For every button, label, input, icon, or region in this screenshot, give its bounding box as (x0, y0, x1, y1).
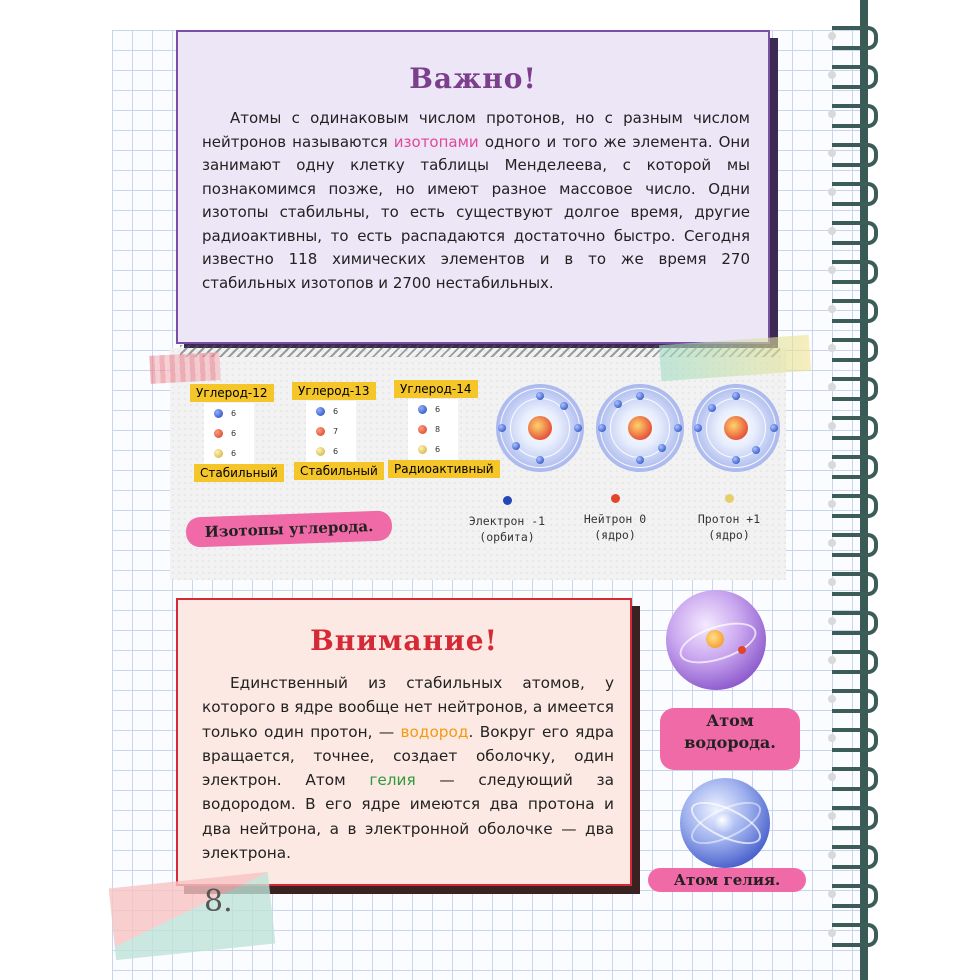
carbon-12-atom-icon (496, 384, 584, 472)
proton-icon (316, 447, 325, 456)
isotope-name-label: Углерод-13 (292, 382, 376, 400)
electron-icon (738, 646, 746, 654)
neutron-icon (611, 494, 620, 503)
isotopes-caption: Изотопы углерода. (186, 510, 393, 547)
isotope-composition (408, 399, 458, 463)
proton-count: 6 (316, 447, 338, 456)
carbon-13-atom-icon (596, 384, 684, 472)
electron-icon (316, 407, 325, 416)
electron-icon (536, 392, 544, 400)
spiral-ring (832, 182, 878, 206)
important-text (202, 107, 750, 295)
spiral-ring (832, 416, 878, 440)
electron-icon (598, 424, 606, 432)
neutron-icon (316, 427, 325, 436)
important-text-part-2: одного и того же элемента. Они занимают одну клетку таблицы Менделеева, с которой мы познакомимся позже, но имеют разное массовое число. Одни изотопы стабильны, то есть существуют долгое время, другие радиоактивны, то есть распадаются достаточно быстро. Сегодня известно 118 химических элементов и в то же время 270 стабильных изотопов и 2700 нестабильных. (202, 132, 750, 292)
electron-icon (503, 496, 512, 505)
spiral-ring (832, 845, 878, 869)
decorative-tape (149, 352, 220, 384)
electron-icon (708, 404, 716, 412)
attention-box (176, 598, 632, 886)
spiral-ring (832, 221, 878, 245)
spiral-ring (832, 338, 878, 362)
spiral-ring (832, 923, 878, 947)
nucleus-icon (714, 812, 734, 832)
spiral-ring (832, 611, 878, 635)
electron-icon (694, 424, 702, 432)
spiral-ring (832, 767, 878, 791)
neutron-icon (418, 425, 427, 434)
spiral-ring (832, 650, 878, 674)
spiral-ring (832, 728, 878, 752)
electron-icon (512, 442, 520, 450)
electron-icon (674, 424, 682, 432)
nucleus-icon (528, 416, 552, 440)
attention-text-part-3: — следующий за водородом. В его ядре имеются два протона и два нейтрона, а в электронной оболочке — два электрона. (202, 771, 614, 863)
proton-icon (418, 445, 427, 454)
hydrogen-highlight: водород (400, 722, 469, 741)
electron-icon (214, 409, 223, 418)
hydrogen-atom-icon (666, 590, 766, 690)
spiral-ring (832, 143, 878, 167)
electron-icon (752, 446, 760, 454)
helium-atom-icon (680, 778, 770, 868)
carbon-14-atom-icon (692, 384, 780, 472)
isotope-status-label: Радиоактивный (388, 460, 500, 478)
proton-icon (706, 630, 724, 648)
neutron-count: 7 (316, 427, 338, 436)
electron-icon (732, 392, 740, 400)
electron-count: 6 (418, 405, 440, 414)
spiral-ring (832, 455, 878, 479)
spiral-ring (832, 377, 878, 401)
hydrogen-caption: Атом водорода. (660, 708, 800, 770)
helium-caption: Атом гелия. (648, 868, 806, 892)
important-text-part-1: Атомы с одинаковым числом протонов, но с разным числом нейтронов называются (202, 109, 750, 151)
helium-highlight: гелия (369, 771, 416, 790)
isotope-name-label: Углерод-12 (190, 384, 274, 402)
nucleus-icon (724, 416, 748, 440)
electron-icon (732, 456, 740, 464)
electron-icon (574, 424, 582, 432)
spiral-ring (832, 494, 878, 518)
electron-count: 6 (316, 407, 338, 416)
spiral-ring (832, 572, 878, 596)
spiral-ring (832, 104, 878, 128)
neutron-icon (214, 429, 223, 438)
isotope-composition (306, 401, 356, 465)
spiral-ring (832, 26, 878, 50)
spiral-ring (832, 533, 878, 557)
electron-icon (636, 392, 644, 400)
isotope-status-label: Стабильный (294, 462, 384, 480)
legend-neutron: Нейтрон 0 (ядро) (560, 494, 670, 543)
isotope-composition (204, 403, 254, 467)
neutron-count: 8 (418, 425, 440, 434)
attention-title: Внимание! (310, 624, 498, 657)
electron-icon (560, 402, 568, 410)
electron-icon (498, 424, 506, 432)
important-title: Важно! (409, 62, 537, 95)
electron-icon (418, 405, 427, 414)
proton-count: 6 (214, 449, 236, 458)
electron-icon (658, 444, 666, 452)
spiral-ring (832, 806, 878, 830)
proton-icon (725, 494, 734, 503)
spiral-ring (832, 65, 878, 89)
nucleus-icon (628, 416, 652, 440)
spiral-ring (832, 260, 878, 284)
electron-icon (614, 400, 622, 408)
electron-icon (770, 424, 778, 432)
important-box (176, 30, 770, 344)
electron-icon (636, 456, 644, 464)
legend-proton: Протон +1 (ядро) (674, 494, 784, 543)
spiral-ring (832, 689, 878, 713)
spiral-ring (832, 299, 878, 323)
electron-icon (536, 456, 544, 464)
legend-electron: Электрон -1 (орбита) (452, 496, 562, 545)
spiral-ring (832, 884, 878, 908)
isotope-name-label: Углерод-14 (394, 380, 478, 398)
electron-count: 6 (214, 409, 236, 418)
proton-icon (214, 449, 223, 458)
attention-text-part-2: . Вокруг его ядра вращается, точнее, создает оболочку, один электрон. Атом (202, 722, 614, 790)
attention-text (202, 671, 614, 865)
isotope-status-label: Стабильный (194, 464, 284, 482)
attention-text-part-1: Единственный из стабильных атомов, у которого в ядре вообще нет нейтронов, а имеется только один протон, — (202, 674, 614, 741)
page-number: 8. (204, 884, 233, 919)
isotopes-highlight: изотопами (393, 132, 479, 151)
proton-count: 6 (418, 445, 440, 454)
neutron-count: 6 (214, 429, 236, 438)
